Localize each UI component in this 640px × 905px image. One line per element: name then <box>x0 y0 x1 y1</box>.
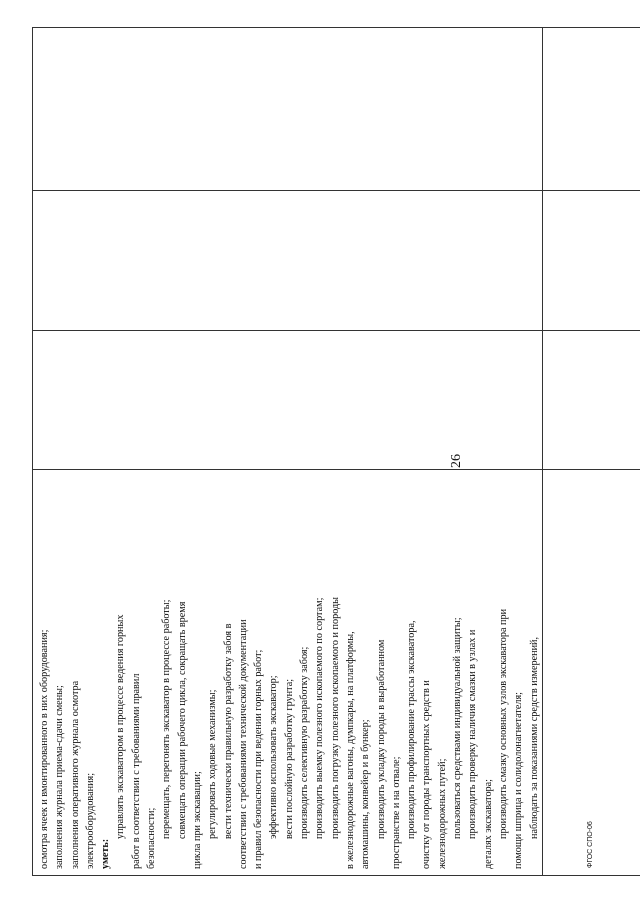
text-line: совмещать операции рабочего цикла, сокращать время <box>176 601 188 839</box>
competency-text <box>37 476 542 869</box>
empty-cell-3 <box>33 191 543 331</box>
text-line: железнодорожных путей; <box>436 758 448 869</box>
text-line: заполнения журнала приема-сдачи смены; <box>54 685 66 869</box>
text-line: и правил безопасности при ведении горных работ; <box>253 649 265 869</box>
text-line: соответствии с требованиями технической документации <box>237 619 249 869</box>
rotated-page <box>32 28 552 876</box>
text-line: пользоваться средствами индивидуальной защиты; <box>452 617 464 839</box>
text-line: производить проверку наличия смазки в узлах и <box>467 629 479 839</box>
text-line: вести технически правильную разработку забоя в <box>222 623 234 839</box>
text-line: производить селективную разработку забоя; <box>299 646 311 839</box>
text-line: эффективно использовать экскаватор; <box>268 675 280 839</box>
page-number: 26 <box>449 454 464 468</box>
footer-code: ФГОС СПО-06 <box>587 821 594 868</box>
empty-cell-2 <box>33 331 543 470</box>
empty-cell-4 <box>33 28 543 191</box>
text-line: электрооборудования; <box>84 772 96 869</box>
text-line: пространстве и на отвале; <box>390 756 402 869</box>
text-line: цикла при экскавации; <box>191 771 203 869</box>
table-row-bottom <box>542 28 640 876</box>
text-line: управлять экскаватором в процессе ведения горных <box>115 614 127 839</box>
empty-cell-6 <box>542 331 640 470</box>
text-line: производить смазку основных узлов экскаватора при <box>497 608 509 839</box>
text-line: осмотра ячеек и вмонтированного в них оборудования; <box>39 629 50 869</box>
text-line: производить погрузку полезного ископаемого и породы <box>329 596 341 839</box>
text-line: уметь: <box>100 838 112 869</box>
text-line: помощи шприца и солидолонагнетателя; <box>513 692 525 869</box>
text-line: производить выемку полезного ископаемого по сортам; <box>314 597 326 839</box>
text-line: производить укладку породы в выработанном <box>375 639 387 839</box>
empty-cell-8 <box>542 28 640 191</box>
content-table <box>32 27 640 876</box>
text-line: очистку от породы транспортных средств и <box>421 680 433 869</box>
empty-cell-5 <box>542 470 640 876</box>
text-line: заполнения оперативного журнала осмотра <box>69 680 81 869</box>
text-line: регулировать ходовые механизмы; <box>207 689 219 839</box>
text-line: производить профилирование трассы экскаватора, <box>406 620 418 839</box>
text-line: деталях экскаватора; <box>482 778 494 869</box>
empty-cell-7 <box>542 191 640 331</box>
table-row-main <box>33 28 543 876</box>
text-line: в железнодорожные вагоны, думпкары, на платформы, <box>344 631 356 869</box>
text-line: наблюдать за показаниями средств измерений, <box>528 636 540 839</box>
text-line: работ в соответствии с требованиями правил <box>130 673 142 869</box>
text-line: вести послойную разработку грунта; <box>283 678 295 839</box>
text-line: безопасности; <box>146 807 158 869</box>
text-line: автомашины, конвейер и в бункер; <box>360 719 372 869</box>
text-line: перемещать, перегонять экскаватор в процессе работы; <box>161 599 173 839</box>
competency-text-cell <box>33 470 543 876</box>
